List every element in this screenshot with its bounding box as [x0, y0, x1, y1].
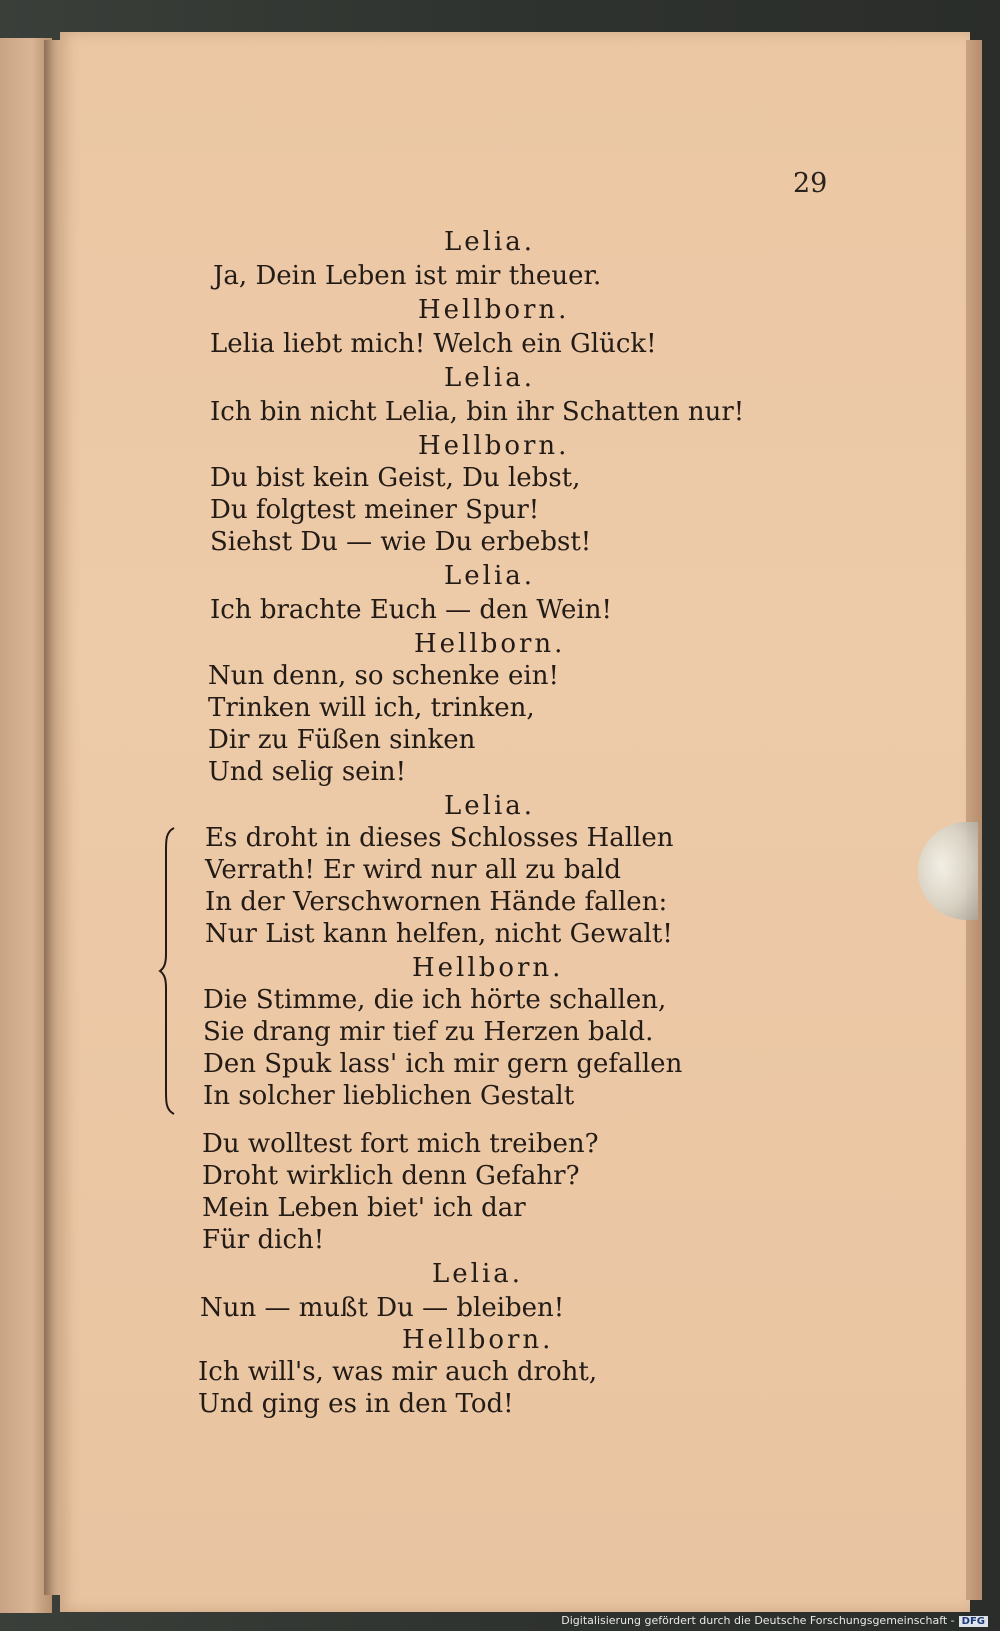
speaker-name: Lelia.: [444, 791, 536, 821]
verse-line: Den Spuk lass' ich mir gern gefallen: [203, 1049, 683, 1079]
verse-line: Ich bin nicht Lelia, bin ihr Schatten nur!: [210, 397, 745, 427]
verse-line: Verrath! Er wird nur all zu bald: [205, 855, 622, 885]
verse-line: Für dich!: [202, 1225, 325, 1255]
speaker-name: Hellborn.: [412, 953, 564, 983]
speaker-name: Lelia.: [432, 1259, 524, 1289]
verse-line: Und selig sein!: [208, 757, 407, 787]
verse-line: In solcher lieblichen Gestalt: [203, 1081, 575, 1111]
verse-line: Nun denn, so schenke ein!: [208, 661, 559, 691]
verse-line: Ich will's, was mir auch droht,: [198, 1357, 598, 1387]
verse-line: Droht wirklich denn Gefahr?: [202, 1161, 580, 1191]
verse-line: Und ging es in den Tod!: [198, 1389, 514, 1419]
digitization-credit: [561, 1614, 988, 1627]
verse-line: Ja, Dein Leben ist mir theuer.: [213, 261, 602, 291]
verse-line: Lelia liebt mich! Welch ein Glück!: [210, 329, 657, 359]
page-edge: [966, 40, 982, 1600]
verse-line: Ich brachte Euch — den Wein!: [210, 595, 612, 625]
speaker-name: Lelia.: [444, 363, 536, 393]
verse-line: Die Stimme, die ich hörte schallen,: [203, 985, 667, 1015]
dfg-logo: DFG: [959, 1616, 988, 1627]
verse-line: Nun — mußt Du — bleiben!: [200, 1293, 565, 1323]
verse-line: Dir zu Füßen sinken: [208, 725, 476, 755]
verse-line: Sie drang mir tief zu Herzen bald.: [203, 1017, 654, 1047]
verse-line: Siehst Du — wie Du erbebst!: [210, 527, 592, 557]
speaker-name: Lelia.: [444, 561, 536, 591]
speaker-name: Lelia.: [444, 227, 536, 257]
verse-line: Trinken will ich, trinken,: [208, 693, 535, 723]
verse-line: Es droht in dieses Schlosses Hallen: [205, 823, 674, 853]
verse-line: Du wolltest fort mich treiben?: [202, 1129, 599, 1159]
verse-line: In der Verschwornen Hände fallen:: [205, 887, 668, 917]
duet-brace: [158, 826, 178, 1116]
verse-line: Mein Leben biet' ich dar: [202, 1193, 526, 1223]
verse-line: Du folgtest meiner Spur!: [210, 495, 540, 525]
speaker-name: Hellborn.: [418, 295, 570, 325]
speaker-name: Hellborn.: [418, 431, 570, 461]
verse-line: Nur List kann helfen, nicht Gewalt!: [205, 919, 673, 949]
speaker-name: Hellborn.: [414, 629, 566, 659]
speaker-name: Hellborn.: [402, 1325, 554, 1355]
page-number: 29: [793, 168, 828, 199]
credit-text: Digitalisierung gefördert durch die Deutsche Forschungsgemeinschaft -: [561, 1614, 955, 1627]
verse-line: Du bist kein Geist, Du lebst,: [210, 463, 581, 493]
